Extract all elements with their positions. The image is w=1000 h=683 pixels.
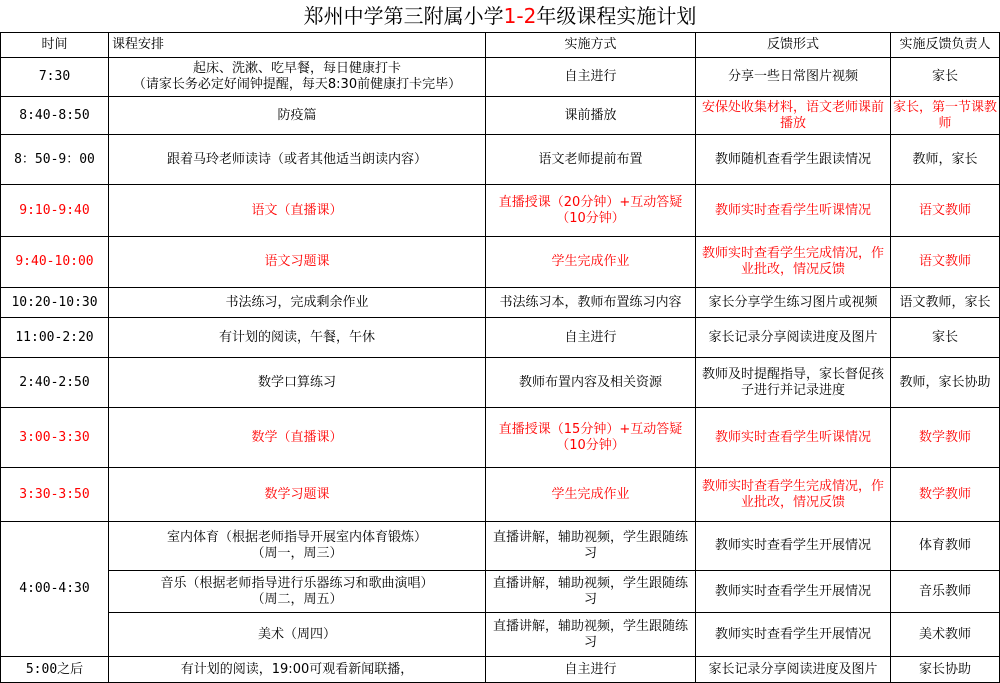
method-cell: 教师布置内容及相关资源 bbox=[486, 358, 696, 408]
time-cell: 10:20-10:30 bbox=[1, 288, 109, 318]
owner-cell: 家长协助 bbox=[891, 657, 1000, 683]
feedback-cell: 教师实时查看学生开展情况 bbox=[696, 522, 891, 571]
owner-cell: 语文教师 bbox=[891, 237, 1000, 288]
method-cell: 直播讲解，辅助视频，学生跟随练习 bbox=[486, 613, 696, 657]
table-row bbox=[1, 288, 1000, 318]
table-row bbox=[1, 97, 1000, 135]
owner-cell: 语文教师，家长 bbox=[891, 288, 1000, 318]
table-row bbox=[1, 318, 1000, 358]
owner-cell: 家长，第一节课教师 bbox=[891, 97, 1000, 135]
time-cell: 7:30 bbox=[1, 58, 109, 97]
feedback-cell: 教师实时查看学生完成情况，作业批改，情况反馈 bbox=[696, 237, 891, 288]
course-cell: 美术（周四） bbox=[109, 613, 486, 657]
method-cell: 自主进行 bbox=[486, 58, 696, 97]
feedback-cell: 教师实时查看学生完成情况，作业批改，情况反馈 bbox=[696, 468, 891, 522]
method-cell: 直播讲解，辅助视频，学生跟随练习 bbox=[486, 522, 696, 571]
header-owner: 实施反馈负责人 bbox=[891, 33, 1000, 58]
feedback-cell: 教师随机查看学生跟读情况 bbox=[696, 135, 891, 185]
owner-cell: 教师，家长 bbox=[891, 135, 1000, 185]
course-cell: 有计划的阅读，午餐，午休 bbox=[109, 318, 486, 358]
method-cell: 课前播放 bbox=[486, 97, 696, 135]
time-cell: 2:40-2:50 bbox=[1, 358, 109, 408]
feedback-cell: 教师及时提醒指导，家长督促孩子进行并记录进度 bbox=[696, 358, 891, 408]
table-row bbox=[1, 408, 1000, 468]
page-title bbox=[0, 0, 1000, 32]
method-cell: 书法练习本，教师布置练习内容 bbox=[486, 288, 696, 318]
feedback-cell: 分享一些日常图片视频 bbox=[696, 58, 891, 97]
method-cell: 自主进行 bbox=[486, 318, 696, 358]
time-cell: 8：50-9：00 bbox=[1, 135, 109, 185]
owner-cell: 家长 bbox=[891, 58, 1000, 97]
header-course: 课程安排 bbox=[109, 33, 486, 58]
owner-cell: 家长 bbox=[891, 318, 1000, 358]
time-cell: 11:00-2:20 bbox=[1, 318, 109, 358]
course-cell: 室内体育（根据老师指导开展室内体育锻炼） （周一，周三） bbox=[109, 522, 486, 571]
table-row bbox=[1, 657, 1000, 683]
feedback-cell: 教师实时查看学生开展情况 bbox=[696, 571, 891, 613]
title-plan: 年级课程实施计划 bbox=[536, 4, 697, 28]
owner-cell: 美术教师 bbox=[891, 613, 1000, 657]
course-cell: 书法练习，完成剩余作业 bbox=[109, 288, 486, 318]
owner-cell: 音乐教师 bbox=[891, 571, 1000, 613]
feedback-cell: 家长记录分享阅读进度及图片 bbox=[696, 657, 891, 683]
owner-cell: 数学教师 bbox=[891, 408, 1000, 468]
feedback-cell: 教师实时查看学生听课情况 bbox=[696, 185, 891, 237]
table-row bbox=[1, 237, 1000, 288]
time-cell: 9:40-10:00 bbox=[1, 237, 109, 288]
header-feedback: 反馈形式 bbox=[696, 33, 891, 58]
table-row bbox=[1, 135, 1000, 185]
course-cell: 起床、洗漱、吃早餐，每日健康打卡 （请家长务必定好闹钟提醒，每天8:30前健康打卡完毕） bbox=[109, 58, 486, 97]
course-cell: 音乐（根据老师指导进行乐器练习和歌曲演唱） （周二，周五） bbox=[109, 571, 486, 613]
course-cell: 跟着马玲老师读诗（或者其他适当朗读内容） bbox=[109, 135, 486, 185]
time-cell: 4:00-4:30 bbox=[1, 522, 109, 657]
feedback-cell: 安保处收集材料，语文老师课前播放 bbox=[696, 97, 891, 135]
course-cell: 数学口算练习 bbox=[109, 358, 486, 408]
time-cell: 3:30-3:50 bbox=[1, 468, 109, 522]
table-row bbox=[1, 613, 1000, 657]
table-row bbox=[1, 185, 1000, 237]
method-cell: 学生完成作业 bbox=[486, 237, 696, 288]
time-cell: 5:00之后 bbox=[1, 657, 109, 683]
course-cell: 有计划的阅读，19:00可观看新闻联播， bbox=[109, 657, 486, 683]
table-row bbox=[1, 522, 1000, 571]
course-cell: 语文（直播课） bbox=[109, 185, 486, 237]
time-cell: 3:00-3:30 bbox=[1, 408, 109, 468]
owner-cell: 数学教师 bbox=[891, 468, 1000, 522]
method-cell: 直播授课（15分钟）+互动答疑（10分钟） bbox=[486, 408, 696, 468]
title-school: 郑州中学第三附属小学 bbox=[303, 4, 504, 28]
time-cell: 8:40-8:50 bbox=[1, 97, 109, 135]
header-method: 实施方式 bbox=[486, 33, 696, 58]
feedback-cell: 家长记录分享阅读进度及图片 bbox=[696, 318, 891, 358]
feedback-cell: 教师实时查看学生听课情况 bbox=[696, 408, 891, 468]
method-cell: 自主进行 bbox=[486, 657, 696, 683]
method-cell: 直播讲解，辅助视频，学生跟随练习 bbox=[486, 571, 696, 613]
table-row bbox=[1, 468, 1000, 522]
feedback-cell: 家长分享学生练习图片或视频 bbox=[696, 288, 891, 318]
title-grade: 1-2 bbox=[503, 4, 537, 28]
schedule-table bbox=[0, 32, 1000, 683]
course-cell: 语文习题课 bbox=[109, 237, 486, 288]
owner-cell: 教师，家长协助 bbox=[891, 358, 1000, 408]
feedback-cell: 教师实时查看学生开展情况 bbox=[696, 613, 891, 657]
method-cell: 学生完成作业 bbox=[486, 468, 696, 522]
course-cell: 数学习题课 bbox=[109, 468, 486, 522]
method-cell: 直播授课（20分钟）+互动答疑（10分钟） bbox=[486, 185, 696, 237]
course-cell: 数学（直播课） bbox=[109, 408, 486, 468]
table-row bbox=[1, 358, 1000, 408]
table-row bbox=[1, 58, 1000, 97]
table-row bbox=[1, 571, 1000, 613]
course-cell: 防疫篇 bbox=[109, 97, 486, 135]
time-cell: 9:10-9:40 bbox=[1, 185, 109, 237]
owner-cell: 语文教师 bbox=[891, 185, 1000, 237]
owner-cell: 体育教师 bbox=[891, 522, 1000, 571]
header-row bbox=[1, 33, 1000, 58]
method-cell: 语文老师提前布置 bbox=[486, 135, 696, 185]
header-time: 时间 bbox=[1, 33, 109, 58]
